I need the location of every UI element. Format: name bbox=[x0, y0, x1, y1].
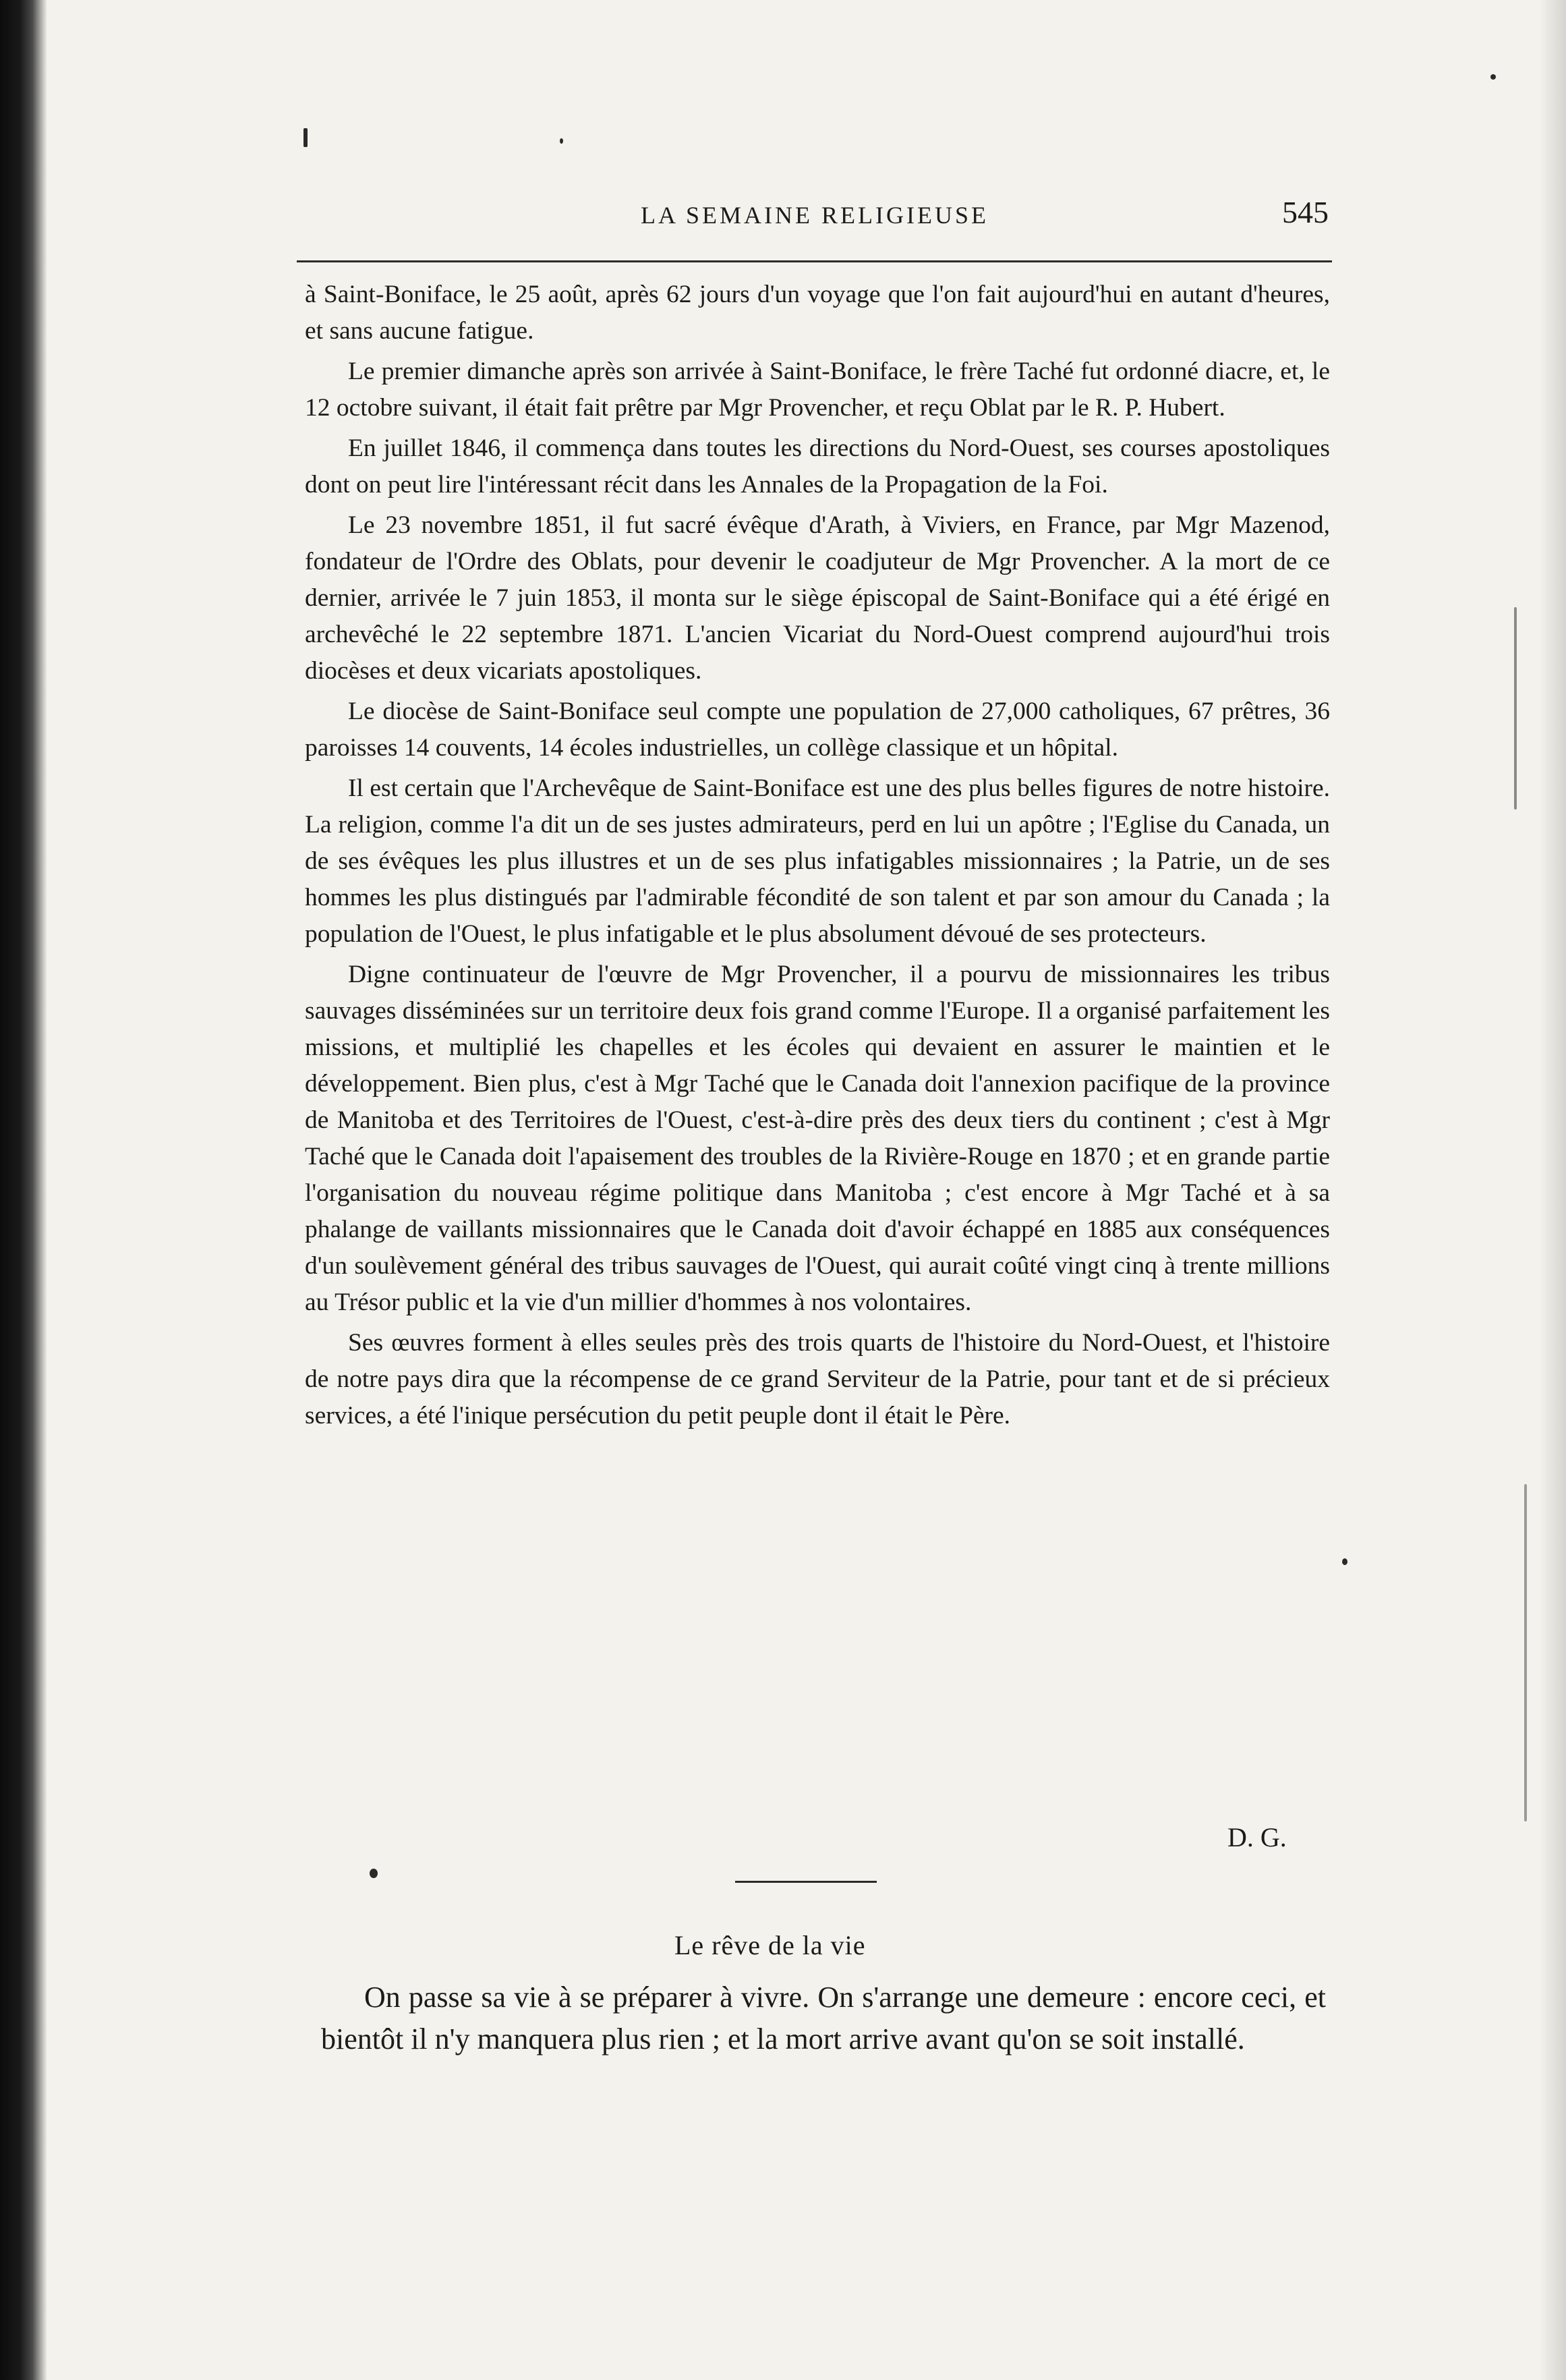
header-rule bbox=[297, 260, 1332, 262]
paragraph: En juillet 1846, il commença dans toutes les directions du Nord-Ouest, ses courses apostoliques dont on peut lire l'intéressant récit dans les Annales de la Propagation de la Foi. bbox=[305, 434, 1330, 499]
paragraph: à Saint-Boniface, le 25 août, après 62 jours d'un voyage que l'on fait aujourd'hui en autant d'heures, et sans aucune fatigue. bbox=[305, 281, 1330, 345]
article-body bbox=[305, 277, 1330, 1438]
page-number: 545 bbox=[1282, 195, 1329, 229]
ink-speck bbox=[1490, 74, 1496, 80]
section-paragraph: On passe sa vie à se préparer à vivre. On s'arrange une demeure : encore ceci, et bientôt il n'y manquera plus rien ; et la mort arrive avant qu'on se soit installé. bbox=[321, 1981, 1326, 2056]
ink-speck bbox=[1514, 607, 1517, 810]
section-body bbox=[321, 1977, 1326, 2060]
ink-speck bbox=[560, 138, 563, 144]
paragraph: Le premier dimanche après son arrivée à Saint-Boniface, le frère Taché fut ordonné diacre, et, le 12 octobre suivant, il était fait prêtre par Mgr Provencher, et reçu Oblat par le R. P. Hubert. bbox=[305, 358, 1330, 422]
scan-shadow-right bbox=[1539, 0, 1566, 2380]
author-signature: D. G. bbox=[1227, 1822, 1287, 1852]
paragraph: Digne continuateur de l'œuvre de Mgr Provencher, il a pourvu de missionnaires les tribus sauvages disséminées sur un territoire deux fois grand comme l'Europe. Il a organisé parfaitement les missions, et multiplié les chapelles et les écoles qui devaient en assurer le maintien et le développement. Bien plus, c'est à Mgr Taché que le Canada doit l'annexion pacifique de la province de Manitoba et des Territoires de l'Ouest, c'est-à-dire près des deux tiers du continent ; c'est à Mgr Taché que le Canada doit l'apaisement des troubles de la Rivière-Rouge en 1870 ; et en grande partie l'organisation du nouveau régime politique dans Manitoba ; c'est encore à Mgr Taché et à sa phalange de vaillants missionnaires que le Canada doit d'avoir échappé en 1885 aux conséquences d'un soulèvement général des tribus sauvages de l'Ouest, qui aurait coûté vingt cinq à trente millions au Trésor public et la vie d'un millier d'hommes à nos volontaires. bbox=[305, 961, 1330, 1316]
ink-speck bbox=[303, 128, 308, 147]
scan-shadow-left bbox=[0, 0, 47, 2380]
ink-speck bbox=[1524, 1484, 1527, 1821]
ink-speck bbox=[1342, 1558, 1347, 1565]
paragraph: Ses œuvres forment à elles seules près des trois quarts de l'histoire du Nord-Ouest, et l'histoire de notre pays dira que la récompense de ce grand Serviteur de la Patrie, pour tant et de si précieux services, a été l'inique persécution du petit peuple dont il était le Père. bbox=[305, 1329, 1330, 1429]
paragraph: Le diocèse de Saint-Boniface seul compte une population de 27,000 catholiques, 67 prêtres, 36 paroisses 14 couvents, 14 écoles industrielles, un collège classique et un hôpital. bbox=[305, 698, 1330, 762]
section-title: Le rêve de la vie bbox=[674, 1930, 866, 1960]
paragraph: Le 23 novembre 1851, il fut sacré évêque d'Arath, à Viviers, en France, par Mgr Mazenod, fondateur de l'Ordre des Oblats, pour devenir le coadjuteur de Mgr Provencher. A la mort de ce dernier, arrivée le 7 juin 1853, il monta sur le siège épiscopal de Saint-Boniface qui a été érigé en archevêché le 22 septembre 1871. L'ancien Vicariat du Nord-Ouest comprend aujourd'hui trois diocèses et deux vicariats apostoliques. bbox=[305, 511, 1330, 685]
ink-speck bbox=[370, 1869, 378, 1878]
paragraph: Il est certain que l'Archevêque de Saint-Boniface est une des plus belles figures de notre histoire. La religion, comme l'a dit un de ses justes admirateurs, perd en lui un apôtre ; l'Eglise du Canada, un de ses évêques les plus illustres et un de ses plus infatigables missionnaires ; la Patrie, un de ses hommes les plus distingués par l'admirable fécondité de son talent et par son amour du Canada ; la population de l'Ouest, le plus infatigable et le plus absolument dévoué de ses protecteurs. bbox=[305, 774, 1330, 948]
section-divider bbox=[735, 1881, 877, 1883]
page-header bbox=[290, 195, 1329, 242]
running-title: LA SEMAINE RELIGIEUSE bbox=[641, 202, 989, 229]
